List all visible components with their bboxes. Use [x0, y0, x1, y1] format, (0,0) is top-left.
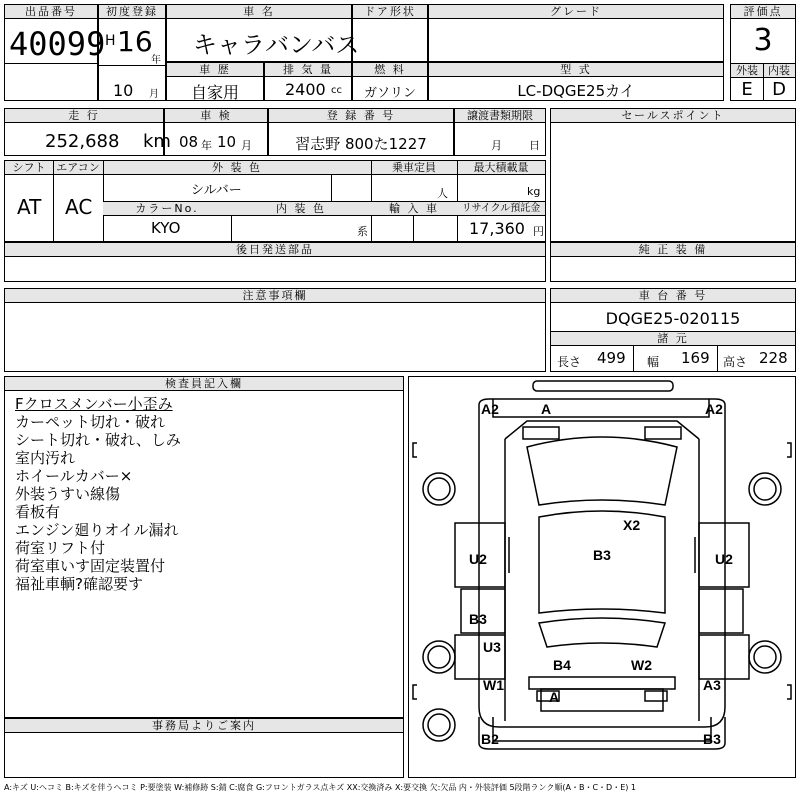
score: 3: [753, 23, 773, 58]
exterior-label: 外装: [731, 64, 763, 78]
genuine-box: [550, 242, 796, 282]
displacement-box: [264, 62, 352, 101]
height-label: 高さ: [723, 355, 748, 369]
shift: AT: [17, 195, 42, 219]
car-diagram-box: [408, 376, 796, 778]
interior-label: 内装: [763, 64, 795, 78]
transfer-month: 月: [491, 139, 502, 152]
caution-label: 注意事項欄: [5, 289, 545, 303]
load-unit: kg: [527, 185, 541, 198]
int-color-label: 内 装 色: [231, 202, 371, 216]
inspection-year-suffix: 年: [201, 139, 212, 152]
first-registration-label: 初度登録: [99, 5, 165, 19]
model-box: [428, 62, 724, 101]
mileage-label: 走 行: [5, 109, 163, 123]
month-suffix: 月: [149, 89, 159, 100]
mileage-box: [4, 108, 171, 156]
specs-label: 諸 元: [551, 332, 795, 346]
later-parts-label: 後日発送部品: [5, 243, 545, 257]
transfer-label: 譲渡書類期限: [455, 109, 545, 123]
history: 自家用: [190, 83, 239, 102]
score-box: [730, 4, 796, 101]
note-8: エンジン廻りオイル漏れ: [15, 521, 179, 539]
int-color-suffix: 系: [357, 225, 368, 238]
car-name-label: 車 名: [167, 5, 351, 19]
sales-point-box: [550, 108, 796, 242]
color-no-label: カラーNo.: [103, 202, 231, 216]
registration-box: [268, 108, 454, 156]
ext-color-label: 外 装 色: [103, 161, 371, 175]
width: 169: [681, 349, 710, 367]
office-title: 事務局よりご案内: [5, 719, 403, 733]
mark-left-rear-door: B3: [469, 611, 487, 627]
mark-left-quarter: U3: [483, 639, 501, 655]
inspection-label: 車 検: [165, 109, 267, 123]
note-5: ホイールカバー×: [15, 467, 133, 485]
mark-bumper-left: B2: [481, 731, 499, 747]
color-no: KYO: [151, 219, 181, 237]
registration-no: 習志野 800た1227: [295, 135, 427, 153]
reg-month: 10: [113, 81, 134, 100]
import-label: 輸 入 車: [371, 202, 457, 216]
chassis-label: 車 台 番 号: [551, 289, 795, 303]
height: 228: [759, 349, 788, 367]
note-1: Fクロスメンバー小歪み: [15, 395, 173, 413]
registration-label: 登 録 番 号: [269, 109, 453, 123]
car-name: キャラバンバス: [193, 31, 360, 59]
mark-left-door: U2: [469, 551, 487, 567]
grade-label: グレード: [429, 5, 723, 19]
sales-point-label: セールスポイント: [551, 109, 795, 123]
model: LC-DQGE25カイ: [517, 82, 635, 100]
history-label: 車 歴: [167, 63, 263, 77]
mark-rear-window-right: W2: [631, 657, 652, 673]
mark-roof-right: X2: [623, 517, 641, 533]
car-name-box: [166, 4, 360, 62]
lot-number-box: [4, 4, 106, 101]
width-label: 幅: [647, 355, 660, 369]
note-7: 看板有: [15, 503, 61, 521]
note-9: 荷室リフト付: [15, 539, 106, 557]
fuel-box: [352, 62, 428, 101]
legend: A:キズ U:ヘコミ B:キズを伴うヘコミ P:要塗装 W:補修跡 S:錆 C:腐食 G:フロントガラス点キズ XX:交換済み X:要交換 欠:欠品 内・外装評価 5段階ランク順(A・B・C・D・E) 1: [4, 783, 637, 792]
history-box: [166, 62, 264, 101]
displacement-unit: cc: [331, 85, 342, 96]
mark-rear-left-lamp: W1: [483, 677, 504, 693]
door-box: [352, 4, 428, 62]
note-10: 荷室車いす固定装置付: [15, 557, 166, 575]
length-label: 長さ: [557, 355, 582, 369]
aircon: AC: [65, 195, 93, 219]
interior-grade: D: [772, 79, 786, 100]
inspector-box: [4, 376, 404, 718]
mark-rear-window-left: B4: [553, 657, 571, 673]
chassis-no: DQGE25-020115: [605, 309, 741, 328]
note-4: 室内汚れ: [15, 449, 76, 467]
specs-grid: [4, 160, 546, 242]
inspector-title: 検査員記入欄: [5, 377, 403, 391]
mileage: 252,688: [45, 131, 120, 152]
transfer-box: [454, 108, 546, 156]
model-label: 型 式: [429, 63, 723, 77]
transfer-day: 日: [529, 139, 540, 152]
score-label: 評価点: [731, 5, 795, 19]
mark-front-left: A2: [481, 401, 499, 417]
grade-box: [428, 4, 724, 62]
max-load-label: 最大積載量: [457, 161, 545, 175]
shift-label: シフト: [5, 161, 53, 175]
lot-number-label: 出品番号: [5, 5, 97, 19]
mark-roof: B3: [593, 547, 611, 563]
inspection-year: 08: [179, 133, 199, 151]
displacement: 2400: [285, 80, 326, 99]
capacity-label: 乗車定員: [371, 161, 457, 175]
capacity-unit: 人: [437, 187, 448, 200]
chassis-box: [550, 288, 796, 372]
genuine-label: 純 正 装 備: [551, 243, 795, 257]
aircon-label: エアコン: [53, 161, 103, 175]
era: H: [105, 33, 116, 49]
note-3: シート切れ・破れ、しみ: [15, 431, 181, 449]
door-label: ドア形状: [353, 5, 427, 19]
mark-front-right: A2: [705, 401, 723, 417]
mark-bumper-right: B3: [703, 731, 721, 747]
mark-rear-center: A: [549, 689, 560, 705]
mark-front-center: A: [541, 401, 552, 417]
reg-year: 16: [117, 25, 153, 58]
fuel: ガソリン: [363, 86, 416, 101]
ext-color: シルバー: [191, 183, 242, 198]
note-6: 外装うすい線傷: [15, 485, 121, 503]
fuel-label: 燃 料: [353, 63, 427, 77]
recycle-fee: 17,360: [469, 219, 525, 238]
inspection-month: 10: [217, 133, 237, 151]
year-suffix: 年: [151, 55, 161, 66]
length: 499: [597, 349, 626, 367]
exterior-grade: E: [741, 79, 753, 100]
later-parts-box: [4, 242, 546, 282]
car-diagram: [409, 377, 795, 777]
caution-box: [4, 288, 546, 372]
office-box: [4, 718, 404, 778]
lot-number: 40099: [9, 25, 106, 63]
inspection-month-suffix: 月: [241, 139, 252, 152]
mark-right-door: U2: [715, 551, 733, 567]
first-registration-box: [98, 4, 166, 101]
note-11: 福祉車輌?確認要す: [15, 575, 143, 593]
mark-rear-right: A3: [703, 677, 721, 693]
mileage-unit: km: [143, 131, 171, 152]
note-2: カーペット切れ・破れ: [15, 413, 166, 431]
recycle-unit: 円: [533, 225, 544, 238]
inspection-box: [164, 108, 268, 156]
recycle-label: リサイクル預託金: [457, 202, 545, 216]
displacement-label: 排 気 量: [265, 63, 351, 77]
